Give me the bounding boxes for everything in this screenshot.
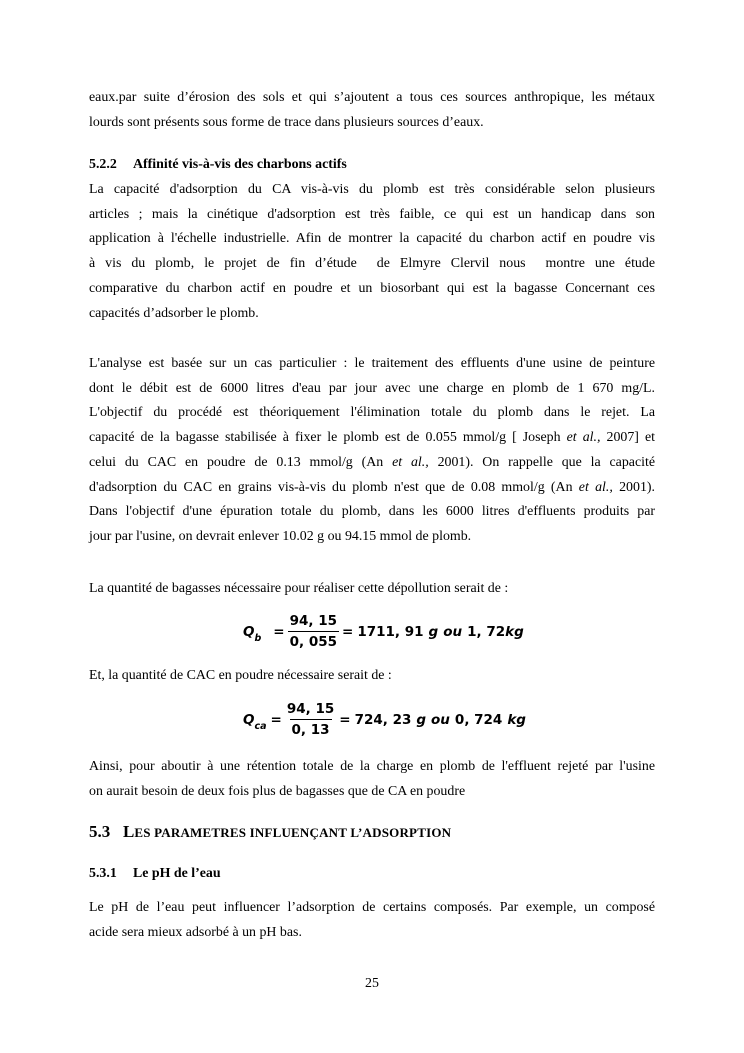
paragraph-line: Dans l'objectif d'une épuration totale du plomb, dans les 6000 litres d'effluents produits par	[89, 504, 655, 520]
bagasse-intro	[89, 577, 655, 602]
section-heading-5-2-2	[89, 157, 347, 173]
paragraph-line: Ainsi, pour aboutir à une rétention totale de la charge en plomb de l'effluent rejeté par l'usine	[89, 759, 655, 774]
section-number: 5.2.2	[89, 157, 117, 172]
eq-unit: g	[428, 623, 439, 640]
eq-equals: =	[273, 623, 285, 640]
section-heading-5-3	[89, 822, 451, 842]
eq-equals: =	[342, 623, 354, 640]
text-segment: celui du CAC en poudre de 0.13 mmol/g (An	[89, 454, 393, 470]
affinity-paragraph	[89, 178, 655, 326]
text-segment: d'adsorption du CAC en grains vis-à-vis du plomb n'est que de 0.08 mmol/g (An	[89, 479, 579, 495]
eq-unit-kg: kg	[507, 711, 526, 728]
eq-result-kg: 0, 724	[454, 711, 503, 728]
paragraph-line: à vis du plomb, le projet de fin d’étude de Elmyre Clervil nous montre une étude	[89, 256, 655, 272]
eq-result-kg: 1, 72	[467, 623, 506, 640]
section-title-rest: ES PARAMETRES INFLUENÇANT L’ADSORPTION	[134, 825, 452, 840]
ph-paragraph	[89, 896, 655, 945]
eq-ou: ou	[431, 711, 450, 728]
eq-subscript: ca	[254, 720, 267, 732]
intro-paragraph	[89, 86, 655, 135]
equation-qca	[243, 701, 526, 738]
text-segment: 2001). On rappelle que la capacité	[428, 454, 656, 470]
paragraph-line: comparative du charbon actif en poudre et un biosorbant qui est la bagasse Concernant ces	[89, 280, 655, 296]
paragraph-line	[89, 451, 655, 476]
eq-numerator: 94, 15	[289, 613, 338, 629]
paragraph-line: La capacité d'adsorption du CA vis-à-vis du plomb est très considérable selon plusieurs	[89, 182, 655, 197]
text-segment: 2001).	[612, 479, 655, 495]
paragraph-line: L'objectif du procédé est théoriquement l'élimination totale du plomb dans le rejet. La	[89, 405, 655, 421]
text-segment: capacité de la bagasse stabilisée à fixer le plomb est de 0.055 mmol/g [ Joseph	[89, 430, 567, 446]
conclusion-paragraph	[89, 755, 655, 804]
et-al-citation: et al.,	[566, 430, 601, 446]
eq-denominator: 0, 13	[290, 719, 332, 738]
eq-symbol	[243, 711, 267, 732]
eq-subscript: b	[254, 632, 262, 644]
paragraph-line	[89, 426, 655, 451]
eq-symbol-letter: Q	[243, 711, 255, 728]
cac-intro-text: Et, la quantité de CAC en poudre nécessaire serait de :	[89, 668, 392, 683]
paragraph-line: articles ; mais la cinétique d'adsorption est très faible, ce qui est un handicap dans son	[89, 206, 655, 222]
eq-fraction	[285, 701, 336, 738]
bagasse-intro-text: La quantité de bagasses nécessaire pour réaliser cette dépollution serait de :	[89, 581, 509, 596]
page-number: 25	[365, 976, 379, 991]
eq-equals: =	[270, 711, 282, 728]
eq-ou: ou	[443, 623, 463, 640]
eq-fraction	[288, 613, 339, 650]
paragraph-line: acide sera mieux adsorbé à un pH bas.	[89, 924, 302, 940]
section-heading-5-3-1	[89, 866, 221, 882]
eq-symbol-letter: Q	[243, 623, 255, 640]
paragraph-line	[89, 476, 655, 501]
text-segment: 2007] et	[600, 430, 655, 446]
analysis-paragraph	[89, 352, 655, 550]
et-al-citation: et al.,	[392, 454, 429, 470]
eq-unit-kg: kg	[505, 623, 524, 640]
paragraph-line: on aurait besoin de deux fois plus de bagasses que de CA en poudre	[89, 783, 466, 799]
intro-line: lourds sont présents sous forme de trace dans plusieurs sources d’eaux.	[89, 114, 484, 130]
eq-unit: g	[416, 711, 427, 728]
intro-line: eaux.par suite d’érosion des sols et qui s’ajoutent a tous ces sources anthropique, les métaux	[89, 90, 655, 105]
section-number: 5.3	[89, 822, 111, 841]
section-title: Affinité vis-à-vis des charbons actifs	[133, 157, 347, 172]
cac-intro	[89, 664, 655, 689]
paragraph-line: L'analyse est basée sur un cas particulier : le traitement des effluents d'une usine de peinture	[89, 356, 655, 371]
eq-equals: =	[339, 711, 351, 728]
section-title: Le pH de l’eau	[133, 866, 221, 881]
section-title-initial: L	[123, 822, 135, 841]
eq-result: 1711, 91	[357, 623, 424, 640]
paragraph-line: jour par l'usine, on devrait enlever 10.02 g ou 94.15 mmol de plomb.	[89, 528, 472, 544]
eq-numerator: 94, 15	[286, 701, 335, 717]
eq-result: 724, 23	[354, 711, 412, 728]
et-al-citation: et al.,	[578, 479, 613, 495]
eq-denominator: 0, 055	[288, 631, 339, 650]
equation-qb	[243, 613, 524, 650]
paragraph-line: application à l'échelle industrielle. Afin de montrer la capacité du charbon actif en poudre vis	[89, 231, 655, 247]
paragraph-line: capacités d’adsorber le plomb.	[89, 305, 259, 321]
eq-symbol	[243, 623, 262, 644]
paragraph-line: dont le débit est de 6000 litres d'eau par jour avec une charge en plomb de 1 670 mg/L.	[89, 380, 655, 396]
paragraph-line: Le pH de l’eau peut influencer l’adsorption de certains composés. Par exemple, un composé	[89, 900, 655, 915]
section-number: 5.3.1	[89, 866, 117, 881]
